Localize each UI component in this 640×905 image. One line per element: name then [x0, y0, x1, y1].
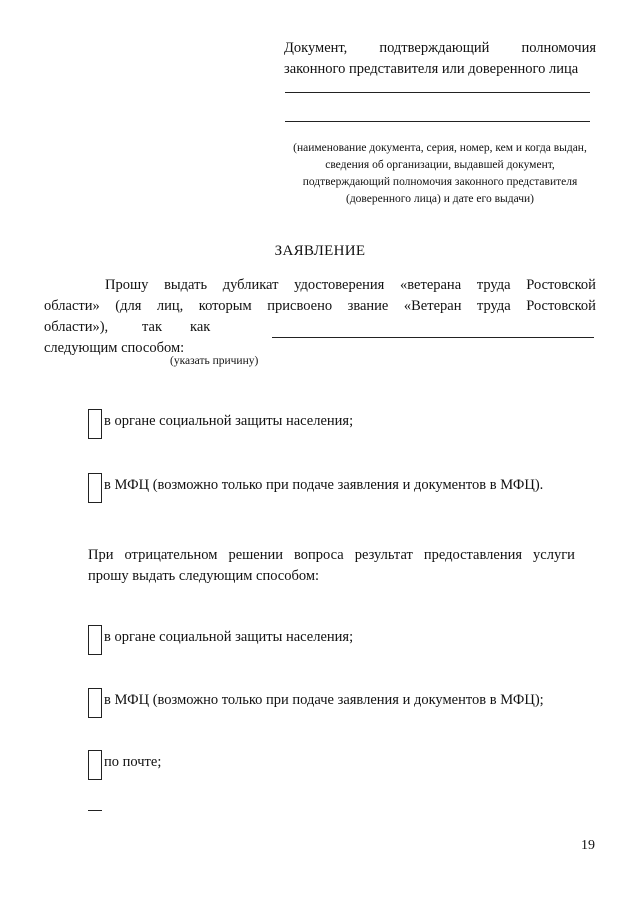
representative-heading-line-1 — [284, 38, 596, 59]
checkbox[interactable] — [88, 625, 102, 655]
option-label: по почте; — [104, 754, 162, 770]
request-line-3 — [44, 317, 596, 338]
checkbox[interactable] — [88, 750, 102, 780]
word: лиц, — [156, 298, 184, 314]
word: Ростовской — [526, 277, 596, 293]
word: присвоено — [267, 298, 333, 314]
option-label: в органе социальной защиты населения; — [104, 413, 354, 429]
word: полномочия — [521, 40, 596, 56]
word: труда — [476, 277, 511, 293]
option-social-protection-2[interactable] — [88, 625, 353, 655]
word: услуги — [533, 547, 575, 563]
word: «ветерана — [400, 277, 462, 293]
representative-document-heading — [284, 38, 596, 80]
word: вопроса — [294, 547, 344, 563]
trailing-dash — [88, 810, 102, 811]
word: труда — [476, 298, 511, 314]
representative-heading-line-2: законного представителя или доверенного лица — [284, 61, 579, 77]
option-post[interactable] — [88, 750, 161, 780]
representative-document-caption — [284, 140, 596, 208]
negative-line-2: прошу выдать следующим способом: — [88, 568, 320, 584]
checkbox[interactable] — [88, 688, 102, 718]
word: решении — [228, 547, 284, 563]
caption-line: сведения об организации, выдавшей документ, — [325, 159, 555, 171]
word: области»), — [44, 319, 109, 335]
option-label: в органе социальной защиты населения; — [104, 629, 354, 645]
word: выдать — [164, 277, 208, 293]
word: удостоверения — [294, 277, 385, 293]
negative-decision-paragraph — [88, 545, 575, 587]
reason-hint: (указать причину) — [170, 355, 259, 367]
option-label: в МФЦ (возможно только при подаче заявления и документов в МФЦ). — [104, 477, 544, 493]
word: отрицательном — [124, 547, 218, 563]
option-mfc-2[interactable] — [88, 688, 544, 718]
document-title: ЗАЯВЛЕНИЕ — [274, 243, 366, 259]
word: Прошу — [105, 277, 149, 293]
word: Документ, — [284, 40, 348, 56]
option-label: в МФЦ (возможно только при подаче заявления и документов в МФЦ); — [104, 692, 544, 708]
word: предоставления — [423, 547, 523, 563]
word: области» — [44, 298, 100, 314]
word: подтверждающий — [379, 40, 490, 56]
checkbox[interactable] — [88, 473, 102, 503]
negative-line-1 — [88, 545, 575, 566]
request-paragraph — [44, 275, 596, 359]
word: так — [142, 319, 162, 335]
word: как — [190, 319, 211, 335]
word: При — [88, 547, 114, 563]
caption-line: подтверждающий полномочия законного представителя — [302, 176, 578, 188]
checkbox[interactable] — [88, 409, 102, 439]
request-line-2 — [44, 296, 596, 317]
word: звание — [347, 298, 389, 314]
caption-line: (наименование документа, серия, номер, кем и когда выдан, — [293, 142, 587, 154]
word: результат — [354, 547, 413, 563]
word: дубликат — [222, 277, 279, 293]
caption-line: (доверенного лица) и дате его выдачи) — [346, 193, 534, 205]
request-line-1 — [44, 275, 596, 296]
representative-document-fill-line-1[interactable] — [285, 92, 590, 93]
option-social-protection[interactable] — [88, 409, 353, 439]
word: (для — [115, 298, 142, 314]
option-mfc[interactable] — [88, 473, 543, 503]
representative-document-fill-line-2[interactable] — [285, 121, 590, 122]
request-line-4: следующим способом: — [44, 340, 185, 356]
reason-fill-line[interactable] — [272, 323, 594, 338]
page-number: 19 — [581, 838, 595, 853]
word: которым — [198, 298, 252, 314]
word: «Ветеран — [403, 298, 462, 314]
word: Ростовской — [526, 298, 596, 314]
